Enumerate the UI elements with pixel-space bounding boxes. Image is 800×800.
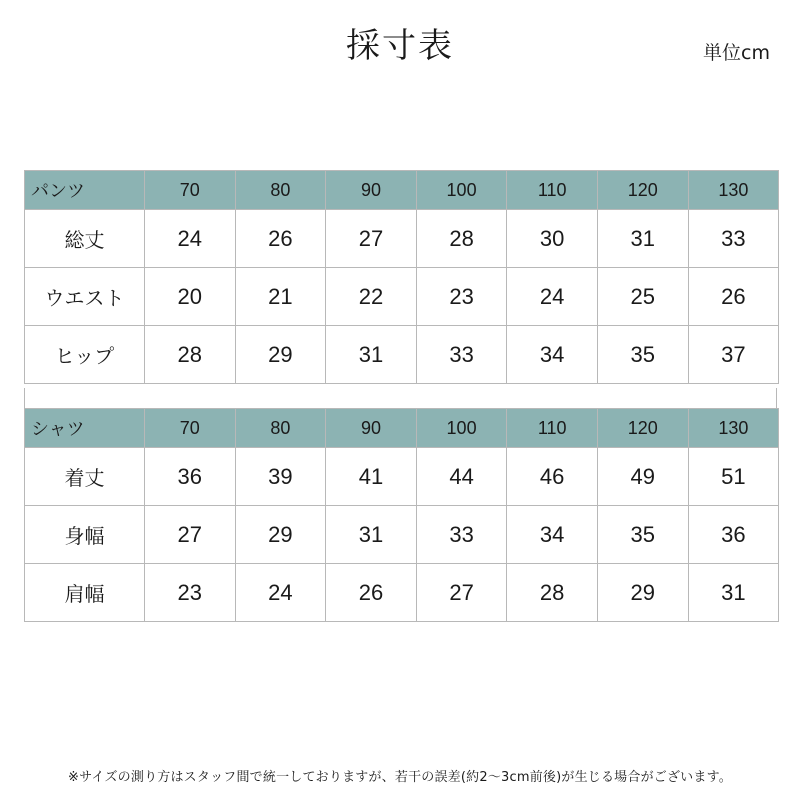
table-cell: 25 (597, 268, 688, 326)
measurement-note: ※サイズの測り方はスタッフ間で統一しておりますが、若干の誤差(約2～3cm前後)が生じる場合がございます。 (68, 770, 732, 785)
table-cell: 20 (145, 268, 236, 326)
table-cell: 34 (507, 326, 598, 384)
pants-header-label: パンツ (25, 171, 145, 210)
table-cell: 36 (688, 506, 779, 564)
page-title: 採寸表 (346, 26, 454, 66)
table-cell: 44 (416, 448, 507, 506)
table-cell: 51 (688, 448, 779, 506)
table-cell: 35 (597, 506, 688, 564)
size-header: 100 (416, 409, 507, 448)
table-cell: 39 (235, 448, 326, 506)
pants-header-row (25, 171, 779, 210)
size-header: 70 (145, 171, 236, 210)
row-label: 着丈 (25, 448, 145, 506)
unit-label: 単位cm (703, 42, 770, 64)
table-cell: 31 (326, 326, 417, 384)
table-cell: 30 (507, 210, 598, 268)
shirt-header-row (25, 409, 779, 448)
table-cell: 34 (507, 506, 598, 564)
table-spacer (24, 388, 777, 408)
table-cell: 31 (326, 506, 417, 564)
table-cell: 27 (326, 210, 417, 268)
size-header: 70 (145, 409, 236, 448)
table-cell: 24 (145, 210, 236, 268)
table-cell: 33 (416, 506, 507, 564)
table-cell: 41 (326, 448, 417, 506)
size-header: 110 (507, 409, 598, 448)
table-row (25, 564, 779, 622)
size-header: 90 (326, 409, 417, 448)
row-label: ヒップ (25, 326, 145, 384)
shirt-header-label: シャツ (25, 409, 145, 448)
row-label: 身幅 (25, 506, 145, 564)
table-cell: 28 (507, 564, 598, 622)
table-cell: 24 (507, 268, 598, 326)
table-cell: 49 (597, 448, 688, 506)
row-label: ウエスト (25, 268, 145, 326)
table-row (25, 448, 779, 506)
table-cell: 28 (416, 210, 507, 268)
shirt-size-table (24, 408, 779, 622)
table-cell: 23 (145, 564, 236, 622)
table-cell: 33 (416, 326, 507, 384)
table-cell: 26 (235, 210, 326, 268)
pants-size-table (24, 170, 779, 384)
row-label: 肩幅 (25, 564, 145, 622)
size-header: 120 (597, 409, 688, 448)
table-cell: 36 (145, 448, 236, 506)
size-header: 90 (326, 171, 417, 210)
table-row (25, 210, 779, 268)
size-header: 130 (688, 171, 779, 210)
table-cell: 27 (416, 564, 507, 622)
table-cell: 31 (597, 210, 688, 268)
table-cell: 31 (688, 564, 779, 622)
table-row (25, 326, 779, 384)
table-cell: 35 (597, 326, 688, 384)
table-cell: 26 (326, 564, 417, 622)
size-header: 80 (235, 409, 326, 448)
size-header: 120 (597, 171, 688, 210)
table-cell: 27 (145, 506, 236, 564)
size-header: 110 (507, 171, 598, 210)
table-cell: 33 (688, 210, 779, 268)
size-header: 80 (235, 171, 326, 210)
table-row (25, 268, 779, 326)
table-cell: 28 (145, 326, 236, 384)
table-cell: 29 (597, 564, 688, 622)
row-label: 総丈 (25, 210, 145, 268)
size-header: 130 (688, 409, 779, 448)
table-cell: 29 (235, 326, 326, 384)
size-header: 100 (416, 171, 507, 210)
table-cell: 24 (235, 564, 326, 622)
table-cell: 37 (688, 326, 779, 384)
table-cell: 22 (326, 268, 417, 326)
table-cell: 29 (235, 506, 326, 564)
table-cell: 23 (416, 268, 507, 326)
table-cell: 21 (235, 268, 326, 326)
table-cell: 26 (688, 268, 779, 326)
table-cell: 46 (507, 448, 598, 506)
table-row (25, 506, 779, 564)
